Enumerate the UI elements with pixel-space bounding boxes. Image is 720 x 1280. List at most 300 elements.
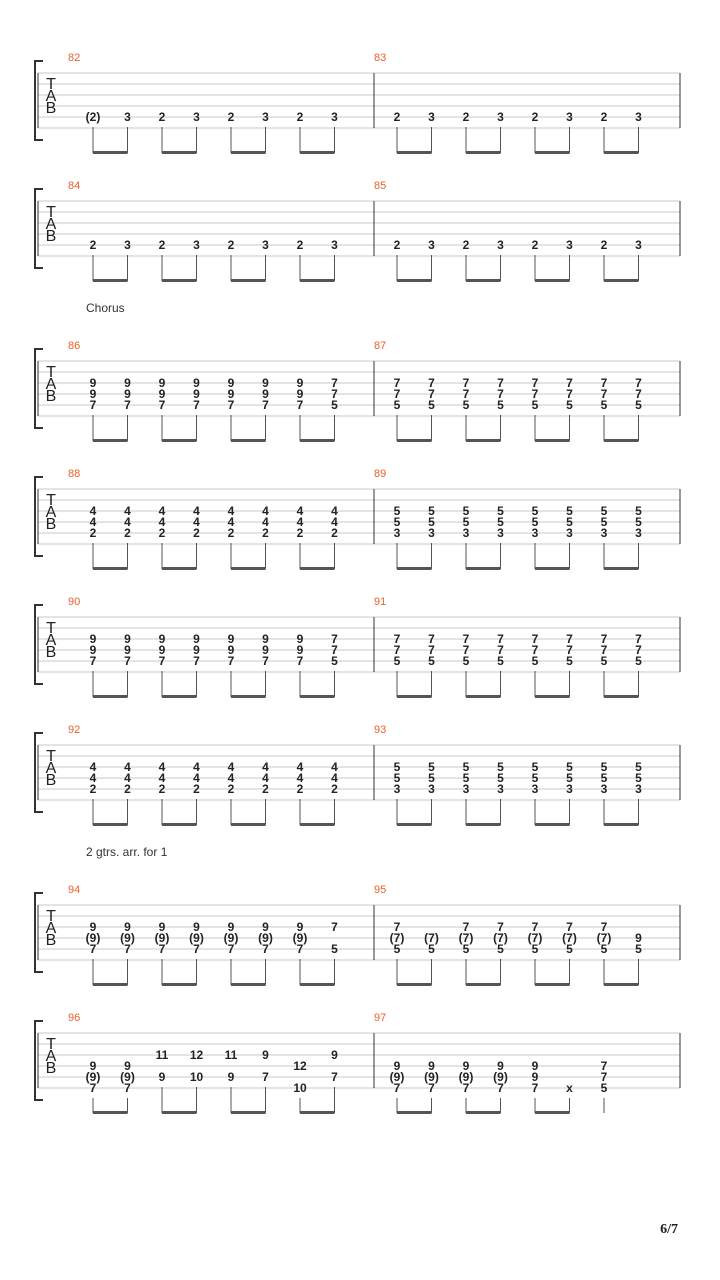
fret-number: 9 — [227, 632, 235, 646]
fret-number: 5 — [566, 654, 573, 668]
beam — [535, 1111, 570, 1114]
fret-number: 5 — [566, 398, 573, 412]
fret-number: 5 — [497, 760, 504, 774]
fret-number: 4 — [262, 771, 269, 785]
fret-number: 4 — [158, 760, 166, 774]
tab-clef-letter: B — [45, 932, 57, 949]
fret-number: (9) — [223, 931, 239, 945]
fret-number: 9 — [89, 920, 97, 934]
beam — [162, 1111, 197, 1114]
fret-number: 7 — [497, 643, 504, 657]
fret-number: 5 — [600, 771, 608, 785]
fret-number: 4 — [158, 504, 166, 518]
fret-number: 5 — [600, 504, 608, 518]
fret-number: 9 — [124, 376, 131, 390]
fret-number: 7 — [531, 387, 539, 401]
tab-clef-letter: B — [45, 1060, 57, 1077]
fret-number: 5 — [635, 654, 642, 668]
beam — [535, 695, 570, 698]
beam — [300, 983, 335, 986]
fret-number: 7 — [635, 643, 642, 657]
fret-number: (7) — [389, 931, 405, 945]
fret-number: 4 — [124, 771, 131, 785]
section-label: Chorus — [86, 301, 125, 315]
fret-number: 5 — [497, 504, 504, 518]
beam — [231, 1111, 266, 1114]
fret-number: 2 — [89, 782, 97, 796]
fret-number: (9) — [154, 931, 170, 945]
fret-number: 5 — [428, 504, 435, 518]
fret-number: 2 — [158, 526, 166, 540]
beam — [162, 823, 197, 826]
fret-number: 10 — [189, 1070, 204, 1084]
fret-number: 7 — [600, 1059, 608, 1073]
fret-number: 5 — [635, 504, 642, 518]
beam — [397, 695, 432, 698]
beam — [604, 279, 639, 282]
fret-number: 4 — [227, 771, 235, 785]
fret-number: (7) — [596, 931, 612, 945]
fret-number: 4 — [193, 760, 200, 774]
fret-number: 9 — [497, 1059, 504, 1073]
beam — [397, 983, 432, 986]
fret-number: 7 — [193, 942, 200, 956]
tab-clef-letter: B — [45, 100, 57, 117]
fret-number: 5 — [462, 771, 470, 785]
beam — [93, 695, 128, 698]
fret-number: 5 — [393, 504, 401, 518]
fret-number: 7 — [158, 942, 166, 956]
fret-number: 3 — [566, 110, 573, 124]
fret-number: 3 — [566, 526, 573, 540]
measure-number: 82 — [68, 52, 81, 64]
fret-number: 5 — [393, 760, 401, 774]
fret-number: 4 — [296, 515, 304, 529]
fret-number: 5 — [428, 771, 435, 785]
fret-number: 7 — [635, 387, 642, 401]
tab-clef-letter: A — [45, 88, 57, 105]
fret-number: 5 — [462, 504, 470, 518]
fret-number: 3 — [531, 782, 539, 796]
fret-number: 7 — [531, 1081, 539, 1095]
fret-number: 3 — [262, 110, 269, 124]
tab-clef-letter: T — [46, 76, 56, 93]
fret-number: 2 — [262, 526, 269, 540]
fret-number: 9 — [193, 632, 200, 646]
fret-number: 3 — [262, 238, 269, 252]
fret-number: 3 — [497, 110, 504, 124]
beam — [604, 567, 639, 570]
fret-number: 7 — [497, 632, 504, 646]
beam — [466, 151, 501, 154]
measure-number: 96 — [68, 1012, 81, 1024]
fret-number: 7 — [600, 920, 608, 934]
fret-number: 7 — [89, 1081, 97, 1095]
beam — [300, 439, 335, 442]
fret-number: 4 — [124, 504, 131, 518]
measure-number: 97 — [374, 1012, 387, 1024]
fret-number: 5 — [428, 398, 435, 412]
fret-number: 5 — [531, 504, 539, 518]
beam — [300, 1111, 335, 1114]
fret-number: 3 — [393, 526, 401, 540]
fret-number: 3 — [635, 238, 642, 252]
beam — [231, 279, 266, 282]
beam — [535, 151, 570, 154]
beam — [300, 695, 335, 698]
beam — [231, 567, 266, 570]
fret-number: (9) — [120, 1070, 135, 1084]
fret-number: 2 — [600, 238, 608, 252]
fret-number: 9 — [158, 632, 166, 646]
fret-number: 3 — [193, 238, 200, 252]
fret-number: 5 — [428, 654, 435, 668]
beam — [231, 983, 266, 986]
measure-number: 95 — [374, 884, 387, 896]
fret-number: 2 — [193, 526, 200, 540]
fret-number: 4 — [262, 760, 269, 774]
fret-number: 7 — [566, 376, 573, 390]
fret-number: 7 — [331, 387, 338, 401]
fret-number: 9 — [124, 920, 131, 934]
fret-number: 2 — [331, 526, 338, 540]
fret-number: 9 — [296, 376, 304, 390]
fret-number: 7 — [331, 1070, 338, 1084]
fret-number: 5 — [531, 760, 539, 774]
fret-number: 5 — [393, 942, 401, 956]
fret-number: 7 — [262, 654, 269, 668]
fret-number: 5 — [531, 515, 539, 529]
fret-number: 3 — [428, 526, 435, 540]
fret-number: 3 — [331, 110, 338, 124]
tab-clef-letter: A — [45, 920, 57, 937]
fret-number: 2 — [296, 110, 304, 124]
fret-number: 9 — [89, 376, 97, 390]
fret-number: 9 — [89, 643, 97, 657]
fret-number: 5 — [462, 760, 470, 774]
fret-number: 3 — [124, 238, 131, 252]
fret-number: 10 — [293, 1081, 307, 1095]
fret-number: 4 — [89, 760, 97, 774]
fret-number: 5 — [635, 760, 642, 774]
fret-number: 3 — [497, 526, 504, 540]
beam — [162, 279, 197, 282]
measure-number: 93 — [374, 724, 387, 736]
fret-number: 2 — [296, 782, 304, 796]
fret-number: 9 — [158, 920, 166, 934]
fret-number: 5 — [531, 942, 539, 956]
fret-number: 5 — [497, 942, 504, 956]
fret-number: 3 — [331, 238, 338, 252]
page-number: 6/7 — [660, 1222, 678, 1237]
fret-number: 7 — [566, 920, 573, 934]
fret-number: 2 — [531, 238, 539, 252]
fret-number: 7 — [331, 643, 338, 657]
fret-number: (9) — [85, 1070, 101, 1084]
fret-number: 7 — [89, 398, 97, 412]
beam — [466, 823, 501, 826]
fret-number: 9 — [262, 920, 269, 934]
fret-number: 4 — [296, 504, 304, 518]
fret-number: 5 — [393, 398, 401, 412]
beam — [162, 695, 197, 698]
fret-number: 3 — [600, 526, 608, 540]
fret-number: 9 — [428, 1059, 435, 1073]
beam — [93, 279, 128, 282]
fret-number: 7 — [331, 920, 338, 934]
fret-number: (7) — [424, 931, 439, 945]
fret-number: (9) — [424, 1070, 439, 1084]
fret-number: 9 — [89, 1059, 97, 1073]
measure-number: 91 — [374, 596, 387, 608]
fret-number: 12 — [189, 1048, 204, 1062]
fret-number: 3 — [428, 238, 435, 252]
fret-number: 9 — [296, 387, 304, 401]
fret-number: 4 — [296, 760, 304, 774]
beam — [93, 983, 128, 986]
beam — [93, 1111, 128, 1114]
beam — [604, 823, 639, 826]
fret-number: 7 — [393, 643, 401, 657]
beam — [466, 695, 501, 698]
fret-number: 7 — [227, 942, 235, 956]
fret-number: 5 — [566, 760, 573, 774]
fret-number: 9 — [531, 1059, 539, 1073]
fret-number: 5 — [635, 515, 642, 529]
tab-clef-letter: A — [45, 504, 57, 521]
fret-number: 7 — [531, 643, 539, 657]
fret-number: 4 — [227, 515, 235, 529]
fret-number: 7 — [497, 920, 504, 934]
fret-number: 7 — [262, 398, 269, 412]
fret-number: 5 — [531, 398, 539, 412]
fret-number: 7 — [462, 376, 470, 390]
fret-number: 3 — [462, 782, 470, 796]
fret-number: 2 — [462, 238, 470, 252]
beam — [604, 695, 639, 698]
fret-number: (9) — [120, 931, 135, 945]
beam — [466, 439, 501, 442]
fret-number: 7 — [262, 942, 269, 956]
fret-number: 7 — [124, 1081, 131, 1095]
fret-number: 5 — [393, 771, 401, 785]
fret-number: x — [566, 1081, 573, 1095]
fret-number: 2 — [158, 238, 166, 252]
beam — [604, 439, 639, 442]
fret-number: 4 — [89, 504, 97, 518]
fret-number: 7 — [331, 632, 338, 646]
measure-number: 87 — [374, 340, 387, 352]
section-label: 2 gtrs. arr. for 1 — [86, 845, 168, 859]
fret-number: 7 — [600, 632, 608, 646]
fret-number: 2 — [227, 238, 235, 252]
fret-number: 7 — [635, 376, 642, 390]
fret-number: 2 — [89, 238, 97, 252]
fret-number: 3 — [124, 110, 131, 124]
fret-number: 5 — [600, 760, 608, 774]
fret-number: 7 — [566, 643, 573, 657]
fret-number: 7 — [393, 1081, 401, 1095]
fret-number: 9 — [262, 1048, 269, 1062]
fret-number: 9 — [124, 1059, 131, 1073]
fret-number: 3 — [193, 110, 200, 124]
fret-number: 7 — [462, 643, 470, 657]
fret-number: 9 — [262, 387, 269, 401]
tab-clef-letter: B — [45, 228, 57, 245]
fret-number: 5 — [331, 942, 338, 956]
fret-number: 3 — [462, 526, 470, 540]
fret-number: 11 — [155, 1048, 169, 1062]
fret-number: 7 — [462, 632, 470, 646]
beam — [535, 439, 570, 442]
fret-number: 7 — [89, 654, 97, 668]
fret-number: 9 — [89, 632, 97, 646]
beam — [397, 1111, 432, 1114]
fret-number: 7 — [428, 376, 435, 390]
fret-number: 7 — [600, 1070, 608, 1084]
fret-number: 5 — [635, 398, 642, 412]
tab-clef-letter: T — [46, 620, 56, 637]
fret-number: 7 — [462, 920, 470, 934]
beam — [466, 567, 501, 570]
fret-number: 7 — [566, 387, 573, 401]
beam — [231, 151, 266, 154]
fret-number: 9 — [531, 1070, 539, 1084]
fret-number: 9 — [227, 376, 235, 390]
fret-number: 9 — [158, 387, 166, 401]
beam — [397, 823, 432, 826]
fret-number: 2 — [331, 782, 338, 796]
fret-number: 5 — [531, 771, 539, 785]
fret-number: 5 — [497, 398, 504, 412]
fret-number: 7 — [193, 398, 200, 412]
fret-number: 2 — [227, 526, 235, 540]
fret-number: 4 — [262, 515, 269, 529]
fret-number: (9) — [458, 1070, 474, 1084]
fret-number: 9 — [262, 632, 269, 646]
fret-number: 5 — [600, 942, 608, 956]
fret-number: 5 — [462, 398, 470, 412]
fret-number: 7 — [462, 1081, 470, 1095]
fret-number: 7 — [531, 632, 539, 646]
fret-number: 5 — [393, 654, 401, 668]
fret-number: (9) — [292, 931, 308, 945]
fret-number: 2 — [124, 782, 131, 796]
tab-clef-letter: B — [45, 772, 57, 789]
fret-number: 5 — [600, 398, 608, 412]
fret-number: 7 — [600, 387, 608, 401]
fret-number: (7) — [562, 931, 577, 945]
fret-number: 5 — [497, 654, 504, 668]
fret-number: 7 — [158, 398, 166, 412]
fret-number: 7 — [497, 387, 504, 401]
fret-number: 7 — [428, 387, 435, 401]
beam — [231, 695, 266, 698]
fret-number: 7 — [531, 920, 539, 934]
measure-number: 89 — [374, 468, 387, 480]
fret-number: (9) — [85, 931, 101, 945]
fret-number: 4 — [227, 504, 235, 518]
beam — [466, 983, 501, 986]
fret-number: 7 — [393, 632, 401, 646]
fret-number: 5 — [566, 515, 573, 529]
fret-number: 5 — [428, 942, 435, 956]
fret-number: 3 — [428, 782, 435, 796]
fret-number: 5 — [331, 654, 338, 668]
fret-number: (9) — [258, 931, 273, 945]
beam — [466, 1111, 501, 1114]
fret-number: 9 — [262, 643, 269, 657]
fret-number: 2 — [89, 526, 97, 540]
beam — [93, 567, 128, 570]
fret-number: 7 — [331, 376, 338, 390]
beam — [162, 567, 197, 570]
fret-number: 4 — [124, 515, 131, 529]
beam — [535, 567, 570, 570]
beam — [300, 151, 335, 154]
measure-number: 85 — [374, 180, 387, 192]
fret-number: 3 — [635, 782, 642, 796]
beam — [300, 567, 335, 570]
fret-number: 3 — [600, 782, 608, 796]
fret-number: 7 — [227, 654, 235, 668]
beam — [162, 151, 197, 154]
fret-number: 2 — [296, 238, 304, 252]
fret-number: 7 — [566, 632, 573, 646]
fret-number: 5 — [635, 942, 642, 956]
tab-clef-letter: B — [45, 644, 57, 661]
fret-number: 9 — [193, 387, 200, 401]
fret-number: 5 — [462, 654, 470, 668]
fret-number: 7 — [296, 942, 304, 956]
fret-number: 2 — [393, 110, 401, 124]
fret-number: 9 — [193, 643, 200, 657]
fret-number: 2 — [227, 110, 235, 124]
fret-number: (7) — [493, 931, 508, 945]
fret-number: 2 — [158, 110, 166, 124]
fret-number: 9 — [158, 376, 166, 390]
fret-number: 5 — [462, 515, 470, 529]
fret-number: 4 — [331, 515, 338, 529]
tab-clef-letter: T — [46, 908, 56, 925]
fret-number: 4 — [262, 504, 269, 518]
beam — [604, 983, 639, 986]
fret-number: 7 — [497, 1081, 504, 1095]
fret-number: 3 — [635, 110, 642, 124]
fret-number: 9 — [462, 1059, 470, 1073]
fret-number: 9 — [227, 387, 235, 401]
fret-number: 9 — [227, 920, 235, 934]
fret-number: 12 — [293, 1059, 307, 1073]
measure-number: 83 — [374, 52, 387, 64]
beam — [397, 567, 432, 570]
beam — [162, 439, 197, 442]
tab-clef-letter: T — [46, 364, 56, 381]
measure-number: 92 — [68, 724, 81, 736]
fret-number: 9 — [393, 1059, 401, 1073]
fret-number: (7) — [458, 931, 474, 945]
fret-number: 9 — [124, 643, 131, 657]
fret-number: 3 — [428, 110, 435, 124]
fret-number: 7 — [296, 398, 304, 412]
fret-number: 4 — [124, 760, 131, 774]
measure-number: 86 — [68, 340, 81, 352]
fret-number: 9 — [193, 920, 200, 934]
beam — [535, 823, 570, 826]
measure-number: 88 — [68, 468, 81, 480]
fret-number: 7 — [635, 632, 642, 646]
fret-number: 9 — [158, 1070, 166, 1084]
